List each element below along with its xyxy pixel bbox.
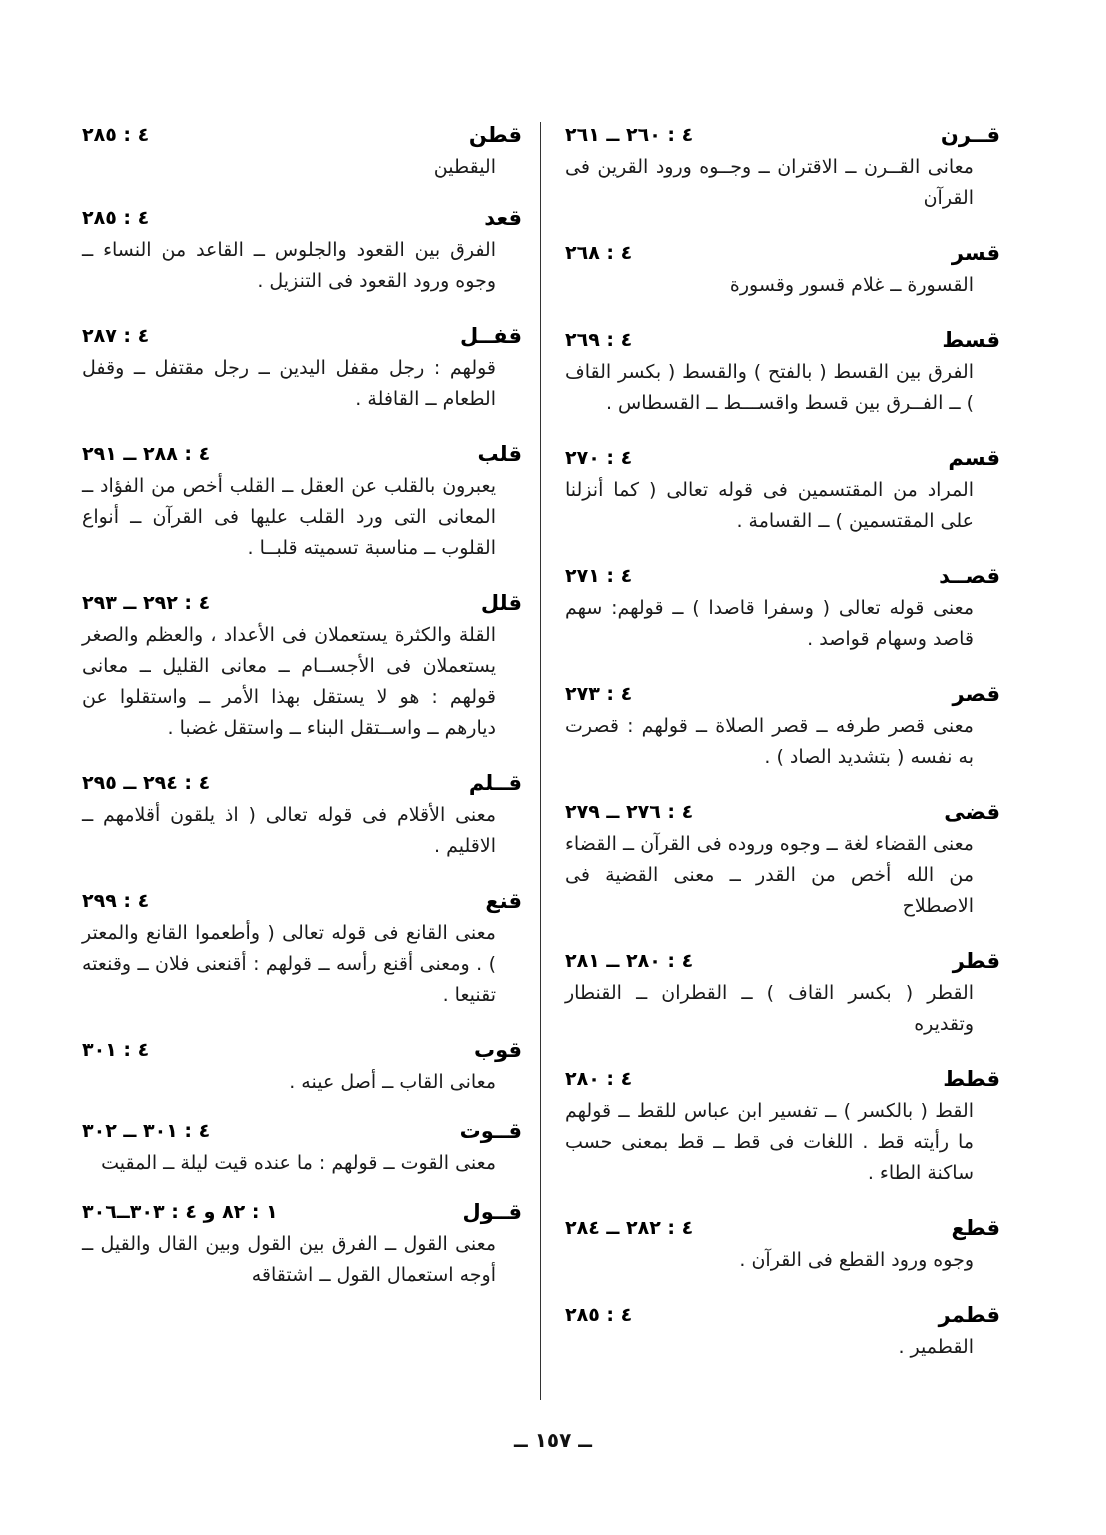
entry-reference: ٤ : ٢٨٥ [82, 124, 150, 146]
dictionary-entry [565, 677, 1000, 773]
entry-definition: الفرق بين القسط ( بالفتح ) والقسط ( بكسر القاف ) ــ الفــرق بين قسط واقســـط ــ القسطاس . [565, 361, 974, 414]
dictionary-entry [82, 1033, 522, 1098]
entry-definition: معنى القوت ــ قولهم : ما عنده قيت ليلة ــ المقيت [101, 1152, 496, 1174]
entry-reference: ٤ : ٢٨٧ [82, 325, 150, 347]
dictionary-entry [565, 236, 1000, 301]
entry-headword: قسم [948, 446, 1000, 470]
entry-header [565, 323, 1000, 357]
entry-reference: ٤ : ٢٨٢ ــ ٢٨٤ [565, 1217, 694, 1239]
entry-reference: ٤ : ٢٧٣ [565, 683, 633, 705]
dictionary-entry [565, 1062, 1000, 1189]
entry-header [565, 677, 1000, 711]
entry-reference: ٤ : ٣٠١ ــ ٣٠٢ [82, 1120, 211, 1142]
entry-headword: قــرن [940, 123, 1000, 147]
dictionary-entry [82, 1114, 522, 1179]
entry-definition: معنى القانع فى قوله تعالى ( وأطعموا القانع والمعتر ) . ومعنى أقنع رأسه ــ قولهم : أقنعنى فلان ــ وقنعته تقنيعا . [82, 922, 496, 1006]
entry-header [82, 437, 522, 471]
entry-definition: القلة والكثرة يستعملان فى الأعداد ، والعظم والصغر يستعملان فى الأجســام ــ معانى القليل ــ معانى قولهم : هو لا يستقل بهذا الأمر ــ واستقلوا عن ديارهم ــ واســتقل البناء ــ واستقل غضبا . [82, 624, 496, 739]
entry-header [565, 236, 1000, 270]
dictionary-entry [82, 319, 522, 415]
entry-definition: القسورة ــ غلام قسور وقسورة [729, 274, 974, 296]
entry-header [565, 944, 1000, 978]
entry-reference: ٤ : ٢٦٩ [565, 329, 633, 351]
entry-headword: قفــل [460, 324, 522, 348]
entry-definition: معانى القاب ــ أصل عينه . [289, 1071, 496, 1093]
entry-headword: قصر [952, 682, 1000, 706]
column-divider [540, 122, 541, 1400]
dictionary-entry [565, 795, 1000, 922]
entry-header [82, 766, 522, 800]
entry-headword: قطن [468, 123, 522, 147]
entry-header [82, 118, 522, 152]
entry-definition: قولهم : رجل مقفل اليدين ــ رجل مقتفل ــ وقفل الطعام ــ القافلة . [82, 357, 496, 410]
entry-definition: القط ( بالكسر ) ــ تفسير ابن عباس للقط ــ قولهم ما رأيته قط . اللغات فى قط ــ قط بمعنى حسب ساكنة الطاء . [565, 1100, 974, 1184]
entry-headword: قــول [462, 1200, 522, 1224]
entry-headword: قسر [951, 241, 1000, 265]
entry-header [82, 1033, 522, 1067]
entry-header [565, 1211, 1000, 1245]
entry-headword: قعد [484, 206, 522, 230]
dictionary-entry [565, 441, 1000, 537]
dictionary-entry [565, 323, 1000, 419]
entry-header [565, 795, 1000, 829]
entry-reference: ٤ : ٢٨٨ ــ ٢٩١ [82, 443, 211, 465]
entry-headword: قطر [952, 949, 1000, 973]
dictionary-entry [82, 766, 522, 862]
dictionary-entry [82, 118, 522, 183]
entry-reference: ٤ : ٢٧١ [565, 565, 633, 587]
entry-header [82, 884, 522, 918]
entry-headword: قنع [485, 889, 522, 913]
entry-header [82, 319, 522, 353]
entry-header [565, 559, 1000, 593]
entry-definition: معانى القــرن ــ الاقتران ــ وجــوه ورود القرين فى القرآن [565, 156, 974, 209]
entry-reference: ٤ : ٢٧٦ ــ ٢٧٩ [565, 801, 694, 823]
entry-definition: معنى القضاء لغة ــ وجوه وروده فى القرآن ــ القضاء من الله أخص من القدر ــ معنى القضية فى الاصطلاح [565, 833, 974, 917]
entry-headword: قطمر [938, 1303, 1000, 1327]
entry-headword: قلل [480, 591, 522, 615]
entry-reference: ٤ : ٢٨٥ [82, 207, 150, 229]
dictionary-entry [565, 1211, 1000, 1276]
entry-header [565, 1298, 1000, 1332]
dictionary-entry [565, 118, 1000, 214]
entry-reference: ٤ : ٣٠١ [82, 1039, 150, 1061]
entry-header [565, 1062, 1000, 1096]
entry-headword: قلب [477, 442, 522, 466]
entry-headword: قوب [473, 1038, 522, 1062]
entry-definition: الفرق بين القعود والجلوس ــ القاعد من النساء ــ وجوه ورود القعود فى التنزيل . [82, 239, 496, 292]
dictionary-entry [82, 1195, 522, 1291]
entry-reference: ٤ : ٢٩٤ ــ ٢٩٥ [82, 772, 211, 794]
entry-header [565, 118, 1000, 152]
entry-definition: القطمير . [898, 1336, 974, 1358]
dictionary-entry [82, 201, 522, 297]
dictionary-entry [565, 1298, 1000, 1363]
entry-reference: ٤ : ٢٨٥ [565, 1304, 633, 1326]
entry-definition: معنى القول ــ الفرق بين القول وبين القال والقيل ــ أوجه استعمال القول ــ اشتقاقه [82, 1233, 496, 1286]
entry-headword: قسط [942, 328, 1000, 352]
page-number: ــ ١٥٧ ــ [514, 1428, 592, 1452]
left-column [82, 118, 522, 1291]
entry-headword: قــلم [468, 771, 522, 795]
entry-header [82, 1114, 522, 1148]
entry-header [82, 201, 522, 235]
entry-headword: قضى [944, 800, 1000, 824]
entry-reference: ٤ : ٢٨٠ ــ ٢٨١ [565, 950, 694, 972]
entry-definition: المراد من المقتسمين فى قوله تعالى ( كما أنزلنا على المقتسمين ) ــ القسامة . [565, 479, 974, 532]
entry-headword: قصــد [939, 564, 1000, 588]
dictionary-entry [82, 586, 522, 744]
entry-headword: قــوت [459, 1119, 522, 1143]
right-column [565, 118, 1000, 1363]
entry-headword: قطط [943, 1067, 1000, 1091]
dictionary-entry [82, 437, 522, 564]
dictionary-entry [82, 884, 522, 1011]
entry-reference: ٤ : ٢٩٩ [82, 890, 150, 912]
dictionary-entry [565, 559, 1000, 655]
entry-definition: وجوه ورود القطع فى القرآن . [739, 1249, 974, 1271]
entry-header [82, 1195, 522, 1229]
entry-reference: ٤ : ٢٧٠ [565, 447, 633, 469]
entry-headword: قطع [951, 1216, 1000, 1240]
entry-header [82, 586, 522, 620]
entry-definition: اليقطين [433, 156, 496, 178]
entry-definition: معنى قوله تعالى ( وسفرا قاصدا ) ــ قولهم: سهم قاصد وسهام قواصد . [565, 597, 974, 650]
entry-definition: القطر ( بكسر القاف ) ــ القطران ــ القنطار وتقديره [565, 982, 974, 1035]
entry-definition: معنى قصر طرفه ــ قصر الصلاة ــ قولهم : قصرت به نفسه ( بتشديد الصاد ) . [565, 715, 974, 768]
entry-reference: ٤ : ٢٨٠ [565, 1068, 633, 1090]
entry-reference: ٤ : ٢٩٢ ــ ٢٩٣ [82, 592, 211, 614]
entry-header [565, 441, 1000, 475]
entry-reference: ٤ : ٢٦٨ [565, 242, 633, 264]
entry-reference: ١ : ٨٢ و ٤ : ٣٠٣ــ٣٠٦ [82, 1201, 278, 1223]
entry-reference: ٤ : ٢٦٠ ــ ٢٦١ [565, 124, 694, 146]
entry-definition: معنى الأقلام فى قوله تعالى ( اذ يلقون أقلامهم ــ الاقليم . [82, 804, 496, 857]
dictionary-entry [565, 944, 1000, 1040]
entry-definition: يعبرون بالقلب عن العقل ــ القلب أخص من الفؤاد ــ المعانى التى ورد القلب عليها فى القرآن ــ أنواع القلوب ــ مناسبة تسميته قلبــا . [82, 475, 496, 559]
